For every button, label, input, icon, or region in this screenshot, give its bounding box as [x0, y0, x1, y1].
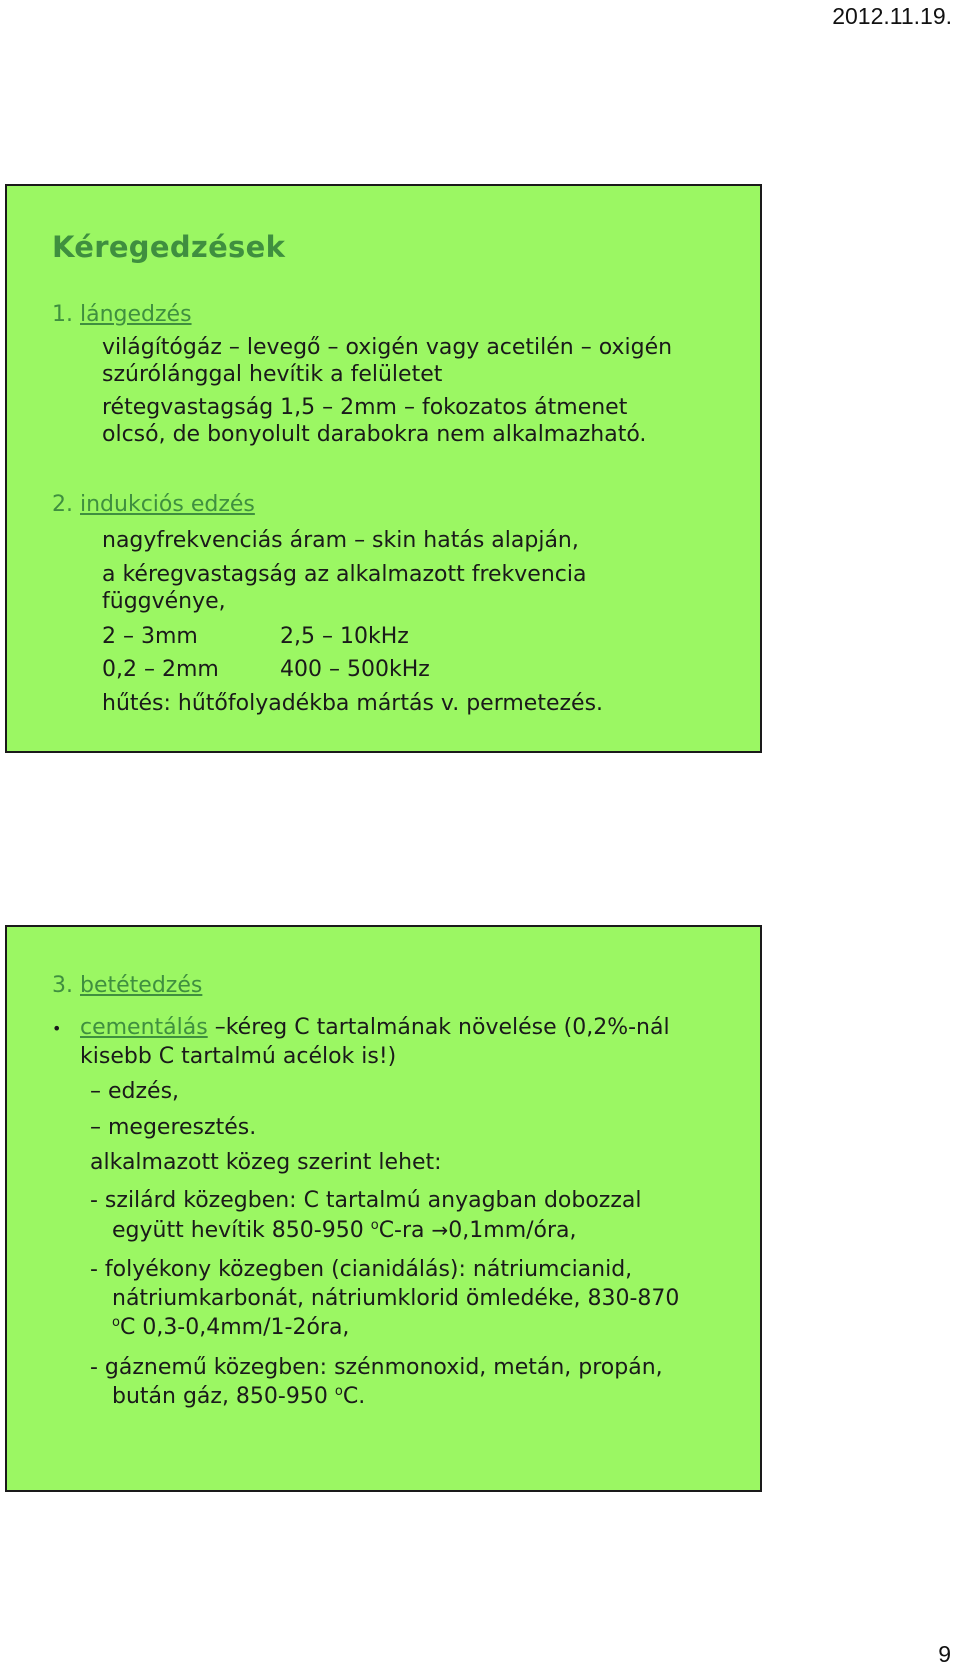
section-2-number: 2. — [52, 492, 73, 517]
gas-medium-line — [112, 1384, 365, 1410]
solid-medium-line: - szilárd közegben: C tartalmú anyagban dobozzal — [90, 1188, 642, 1213]
section-1-line: világítógáz – levegő – oxigén vagy acetilén – oxigén — [102, 335, 673, 360]
section-2-heading — [52, 492, 255, 518]
section-2-line: a kéregvastagság az alkalmazott frekvencia — [102, 562, 587, 587]
solid-text: együtt hevítik 850-950 — [112, 1218, 371, 1243]
bullet-text: –kéreg C tartalmának növelése (0,2%-nál — [207, 1015, 670, 1040]
section-3-heading — [52, 973, 202, 999]
degree-sup: o — [112, 1315, 120, 1330]
liquid-text: C 0,3-0,4mm/1-2óra, — [119, 1315, 350, 1340]
section-1-line: szúrólánggal hevítik a felületet — [102, 362, 443, 387]
bullet-line — [80, 1015, 670, 1041]
page-date: 2012.11.19. — [832, 3, 952, 29]
section-1-link[interactable]: lángedzés — [80, 302, 192, 327]
medium-heading: alkalmazott közeg szerint lehet: — [90, 1150, 442, 1175]
section-2-line: függvénye, — [102, 589, 226, 614]
slide-1 — [5, 184, 762, 753]
section-3-link[interactable]: betétedzés — [80, 973, 203, 998]
section-2-line: nagyfrekvenciás áram – skin hatás alapján, — [102, 528, 579, 553]
liquid-medium-line: nátriumkarbonát, nátriumklorid ömledéke, 830-870 — [112, 1286, 680, 1311]
table-row-thickness: 2 – 3mm — [102, 624, 198, 649]
section-1-line: olcsó, de bonyolult darabokra nem alkalmazható. — [102, 422, 647, 447]
table-row-thickness: 0,2 – 2mm — [102, 657, 219, 682]
page-number: 9 — [938, 1641, 951, 1667]
section-1-line: rétegvastagság 1,5 – 2mm – fokozatos átmenet — [102, 395, 628, 420]
solid-medium-line — [112, 1217, 577, 1244]
subitem: – megeresztés. — [90, 1115, 257, 1140]
bullet-line-cont: kisebb C tartalmú acélok is!) — [80, 1044, 397, 1069]
cementalas-link[interactable]: cementálás — [80, 1015, 208, 1040]
degree-sup: o — [334, 1384, 343, 1399]
table-row-frequency: 2,5 – 10kHz — [280, 624, 409, 649]
section-2-link[interactable]: indukciós edzés — [80, 492, 255, 517]
solid-text: C-ra — [378, 1218, 432, 1243]
gas-text: C. — [342, 1384, 366, 1409]
arrow-right-icon: → — [431, 1218, 449, 1242]
section-1-number: 1. — [52, 302, 73, 327]
cooling-line: hűtés: hűtőfolyadékba mártás v. permetezés. — [102, 691, 604, 716]
section-1-heading — [52, 302, 192, 328]
table-row-frequency: 400 – 500kHz — [280, 657, 430, 682]
solid-text: 0,1mm/óra, — [448, 1218, 577, 1243]
liquid-medium-line — [112, 1315, 349, 1341]
gas-text: bután gáz, 850-950 — [112, 1384, 335, 1409]
liquid-medium-line: - folyékony közegben (cianidálás): nátriumcianid, — [90, 1257, 633, 1282]
gas-medium-line: - gáznemű közegben: szénmonoxid, metán, propán, — [90, 1355, 663, 1380]
subitem: – edzés, — [90, 1079, 180, 1104]
bullet-icon: • — [52, 1019, 62, 1038]
slide-2 — [5, 925, 762, 1492]
slide-title: Kéregedzések — [52, 230, 286, 264]
section-3-number: 3. — [52, 973, 73, 998]
degree-sup: o — [370, 1218, 379, 1233]
